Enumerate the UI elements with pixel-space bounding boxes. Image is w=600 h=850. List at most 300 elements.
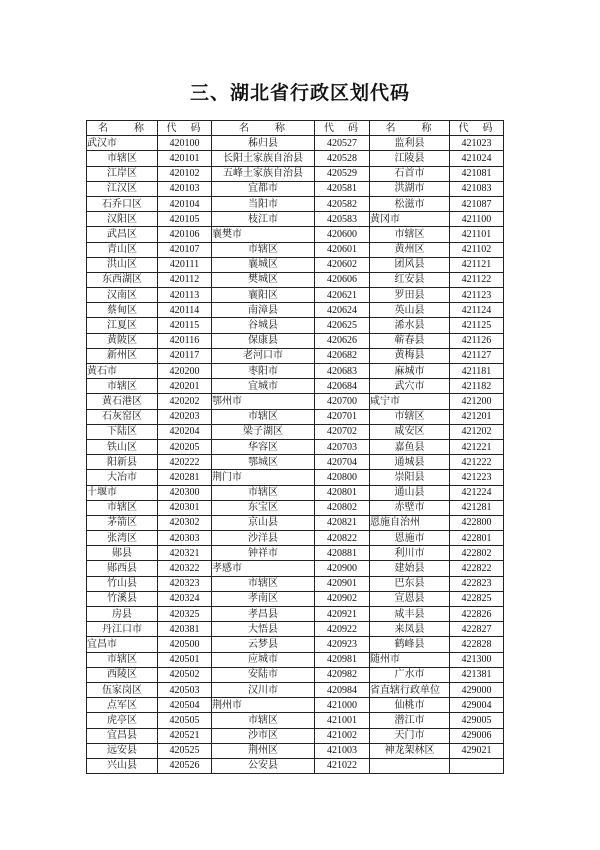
- table-row: [87, 348, 504, 363]
- region-name: 虎亭区: [87, 713, 158, 728]
- region-code: 420801: [315, 485, 370, 500]
- region-name: 恩施市: [370, 531, 450, 546]
- region-name: 蕲春县: [370, 333, 450, 348]
- table-row: [87, 227, 504, 242]
- region-code: 420115: [158, 318, 212, 333]
- table-row: [87, 652, 504, 667]
- region-code: 420117: [158, 348, 212, 363]
- region-code: 420581: [315, 181, 370, 196]
- region-name: 黄石港区: [87, 394, 158, 409]
- region-name: 青山区: [87, 242, 158, 257]
- region-name: 沙洋县: [212, 531, 315, 546]
- region-code: 420101: [158, 151, 212, 166]
- region-code: 421123: [450, 288, 504, 303]
- region-name: 秭归县: [212, 136, 315, 151]
- region-code: 421181: [450, 364, 504, 379]
- region-code: 420300: [158, 485, 212, 500]
- region-code: 429021: [450, 743, 504, 758]
- region-group-name: 恩施自治州: [370, 515, 450, 530]
- region-name: 江夏区: [87, 318, 158, 333]
- region-group-name: 襄樊市: [212, 227, 315, 242]
- region-name: 新州区: [87, 348, 158, 363]
- region-code: 420111: [158, 257, 212, 272]
- region-code: 420901: [315, 576, 370, 591]
- table-row: [87, 409, 504, 424]
- region-code: 420583: [315, 212, 370, 227]
- region-name: 孝南区: [212, 591, 315, 606]
- table-row: [87, 728, 504, 743]
- region-code: 420600: [315, 227, 370, 242]
- table-row: [87, 318, 504, 333]
- region-code: 421223: [450, 470, 504, 485]
- region-code: 420303: [158, 531, 212, 546]
- region-group-name: 鄂州市: [212, 394, 315, 409]
- region-name: 蔡甸区: [87, 303, 158, 318]
- region-name: 宜城市: [212, 379, 315, 394]
- region-name: 仙桃市: [370, 698, 450, 713]
- region-code: 421081: [450, 166, 504, 181]
- region-code: 420322: [158, 561, 212, 576]
- region-code: 421124: [450, 303, 504, 318]
- region-name: 樊城区: [212, 272, 315, 287]
- region-code: 420526: [158, 758, 212, 773]
- region-group-name: 荆州市: [212, 698, 315, 713]
- region-code: 421122: [450, 272, 504, 287]
- region-code: 422802: [450, 546, 504, 561]
- region-code: 420104: [158, 196, 212, 211]
- region-code: 421121: [450, 257, 504, 272]
- region-name: 黄州区: [370, 242, 450, 257]
- table-row: [87, 455, 504, 470]
- region-name: 咸丰县: [370, 607, 450, 622]
- table-row: [87, 364, 504, 379]
- region-name: 阳新县: [87, 455, 158, 470]
- region-code: 422800: [450, 515, 504, 530]
- region-code: 420702: [315, 424, 370, 439]
- region-name: 石乔口区: [87, 196, 158, 211]
- region-name: 伍家岗区: [87, 682, 158, 697]
- table-row: [87, 531, 504, 546]
- region-code: 420624: [315, 303, 370, 318]
- table-row: [87, 212, 504, 227]
- region-name: 监利县: [370, 136, 450, 151]
- region-name: 麻城市: [370, 364, 450, 379]
- region-name: 市辖区: [87, 500, 158, 515]
- region-name: 五峰土家族自治县: [212, 166, 315, 181]
- table-row: [87, 288, 504, 303]
- region-code: 420100: [158, 136, 212, 151]
- region-name: 罗田县: [370, 288, 450, 303]
- region-code: 421127: [450, 348, 504, 363]
- region-code: 421125: [450, 318, 504, 333]
- region-code: 420205: [158, 439, 212, 454]
- region-name: 大冶市: [87, 470, 158, 485]
- region-group-name: 省直辖行政单位: [370, 682, 450, 697]
- region-code: 420502: [158, 667, 212, 682]
- region-code: 420102: [158, 166, 212, 181]
- region-code: 421001: [315, 713, 370, 728]
- region-code: 420202: [158, 394, 212, 409]
- region-code: 420203: [158, 409, 212, 424]
- region-name: 黄陂区: [87, 333, 158, 348]
- region-name: 嘉鱼县: [370, 439, 450, 454]
- table-row: [87, 667, 504, 682]
- region-name: 市辖区: [87, 652, 158, 667]
- table-row: [87, 272, 504, 287]
- region-name: 松滋市: [370, 196, 450, 211]
- table-row: [87, 151, 504, 166]
- region-group-name: 黄冈市: [370, 212, 450, 227]
- region-code: 420525: [158, 743, 212, 758]
- region-name: 鹤峰县: [370, 637, 450, 652]
- region-name: 市辖区: [212, 485, 315, 500]
- region-code: 420902: [315, 591, 370, 606]
- region-group-name: 黄石市: [87, 364, 158, 379]
- table-row: [87, 698, 504, 713]
- region-name: 通城县: [370, 455, 450, 470]
- region-code: 420107: [158, 242, 212, 257]
- region-name: 云梦县: [212, 637, 315, 652]
- region-name: 保康县: [212, 333, 315, 348]
- region-name: 广水市: [370, 667, 450, 682]
- region-name: 当阳市: [212, 196, 315, 211]
- region-code: 421201: [450, 409, 504, 424]
- region-name: 大悟县: [212, 622, 315, 637]
- region-code: 420921: [315, 607, 370, 622]
- region-name: 西陵区: [87, 667, 158, 682]
- table-header-row: [87, 121, 504, 136]
- region-group-name: 宜昌市: [87, 637, 158, 652]
- region-name: 黄梅县: [370, 348, 450, 363]
- header-code-3: 代 码: [450, 121, 504, 136]
- region-code: 429004: [450, 698, 504, 713]
- region-name: 江岸区: [87, 166, 158, 181]
- region-code: 421381: [450, 667, 504, 682]
- region-name: 市辖区: [212, 713, 315, 728]
- table-row: [87, 257, 504, 272]
- region-code: 420505: [158, 713, 212, 728]
- region-code: 420802: [315, 500, 370, 515]
- header-name-2: 名 称: [212, 121, 315, 136]
- region-name: 点军区: [87, 698, 158, 713]
- region-code: 420301: [158, 500, 212, 515]
- region-name: 茅箭区: [87, 515, 158, 530]
- region-code: 420321: [158, 546, 212, 561]
- region-code: 420821: [315, 515, 370, 530]
- region-group-name: 随州市: [370, 652, 450, 667]
- table-row: [87, 743, 504, 758]
- region-name: 长阳土家族自治县: [212, 151, 315, 166]
- region-name: 铁山区: [87, 439, 158, 454]
- table-row: [87, 166, 504, 181]
- region-code: 420701: [315, 409, 370, 424]
- table-row: [87, 242, 504, 257]
- region-code: [450, 758, 504, 773]
- region-code: 420201: [158, 379, 212, 394]
- region-code: 420683: [315, 364, 370, 379]
- region-code: 429000: [450, 682, 504, 697]
- region-name: 枣阳市: [212, 364, 315, 379]
- region-code: 420601: [315, 242, 370, 257]
- table-row: [87, 758, 504, 773]
- region-name: 潜江市: [370, 713, 450, 728]
- region-code: 420112: [158, 272, 212, 287]
- region-code: 421126: [450, 333, 504, 348]
- region-code: 421224: [450, 485, 504, 500]
- header-code-2: 代 码: [315, 121, 370, 136]
- table-row: [87, 470, 504, 485]
- region-name: 武穴市: [370, 379, 450, 394]
- header-name-3: 名 称: [370, 121, 450, 136]
- table-row: [87, 713, 504, 728]
- table-row: [87, 500, 504, 515]
- region-code: 422801: [450, 531, 504, 546]
- region-code: 421002: [315, 728, 370, 743]
- region-code: 422822: [450, 561, 504, 576]
- region-code: 420900: [315, 561, 370, 576]
- region-code: 420381: [158, 622, 212, 637]
- region-name: 宣恩县: [370, 591, 450, 606]
- table-row: [87, 682, 504, 697]
- region-code: 421281: [450, 500, 504, 515]
- region-name: 洪山区: [87, 257, 158, 272]
- region-code: 420700: [315, 394, 370, 409]
- region-name: 安陆市: [212, 667, 315, 682]
- region-name: 石灰窑区: [87, 409, 158, 424]
- region-code: 420822: [315, 531, 370, 546]
- region-group-name: 咸宁市: [370, 394, 450, 409]
- region-name: 崇阳县: [370, 470, 450, 485]
- region-code: 420582: [315, 196, 370, 211]
- region-code: 420324: [158, 591, 212, 606]
- page-title: 三、湖北省行政区划代码: [189, 82, 410, 104]
- region-name: 谷城县: [212, 318, 315, 333]
- region-name: 下陆区: [87, 424, 158, 439]
- region-name: 东西湖区: [87, 272, 158, 287]
- region-code: 420503: [158, 682, 212, 697]
- table-row: [87, 394, 504, 409]
- region-code: 420981: [315, 652, 370, 667]
- region-name: 宜都市: [212, 181, 315, 196]
- region-name: 武昌区: [87, 227, 158, 242]
- region-name: 荆州区: [212, 743, 315, 758]
- region-name: 襄阳区: [212, 288, 315, 303]
- table-row: [87, 379, 504, 394]
- region-name: 郧西县: [87, 561, 158, 576]
- region-code: 420606: [315, 272, 370, 287]
- region-name: 竹山县: [87, 576, 158, 591]
- region-name: 红安县: [370, 272, 450, 287]
- region-code: 421102: [450, 242, 504, 257]
- region-code: 420703: [315, 439, 370, 454]
- region-name: 丹江口市: [87, 622, 158, 637]
- region-name: 南漳县: [212, 303, 315, 318]
- region-code: 422828: [450, 637, 504, 652]
- region-group-name: 武汉市: [87, 136, 158, 151]
- region-name: 天门市: [370, 728, 450, 743]
- region-code: 420621: [315, 288, 370, 303]
- region-code: 422826: [450, 607, 504, 622]
- region-name: 竹溪县: [87, 591, 158, 606]
- region-code: 420528: [315, 151, 370, 166]
- region-name: 赤壁市: [370, 500, 450, 515]
- region-code: 420521: [158, 728, 212, 743]
- region-name: 市辖区: [212, 242, 315, 257]
- table-row: [87, 181, 504, 196]
- region-code: 420922: [315, 622, 370, 637]
- region-name: 宜昌县: [87, 728, 158, 743]
- table-row: [87, 136, 504, 151]
- region-code: 421202: [450, 424, 504, 439]
- region-name: 市辖区: [370, 409, 450, 424]
- region-name: 远安县: [87, 743, 158, 758]
- region-code: 420103: [158, 181, 212, 196]
- region-name: 京山县: [212, 515, 315, 530]
- region-code: 420923: [315, 637, 370, 652]
- table-row: [87, 607, 504, 622]
- region-group-name: 荆门市: [212, 470, 315, 485]
- region-name: 鄂城区: [212, 455, 315, 470]
- region-code: 421200: [450, 394, 504, 409]
- region-code: 420105: [158, 212, 212, 227]
- region-name: 市辖区: [212, 576, 315, 591]
- region-name: 沙市区: [212, 728, 315, 743]
- region-name: 兴山县: [87, 758, 158, 773]
- table-row: [87, 576, 504, 591]
- region-name: 钟祥市: [212, 546, 315, 561]
- table-row: [87, 637, 504, 652]
- region-name: 应城市: [212, 652, 315, 667]
- region-code: 421023: [450, 136, 504, 151]
- region-name: 利川市: [370, 546, 450, 561]
- table-row: [87, 561, 504, 576]
- region-name: 公安县: [212, 758, 315, 773]
- region-code: 421182: [450, 379, 504, 394]
- region-name: 来凤县: [370, 622, 450, 637]
- region-name: 石首市: [370, 166, 450, 181]
- region-code: 420106: [158, 227, 212, 242]
- region-code: 420682: [315, 348, 370, 363]
- region-code: 421003: [315, 743, 370, 758]
- region-name: 张湾区: [87, 531, 158, 546]
- region-code: 420602: [315, 257, 370, 272]
- region-name: 神龙架林区: [370, 743, 450, 758]
- table-row: [87, 333, 504, 348]
- table-row: [87, 303, 504, 318]
- region-code: 420204: [158, 424, 212, 439]
- region-code: 420200: [158, 364, 212, 379]
- region-name: 梁子湖区: [212, 424, 315, 439]
- region-name: 襄城区: [212, 257, 315, 272]
- region-name: 咸安区: [370, 424, 450, 439]
- header-name-1: 名 称: [87, 121, 158, 136]
- table-row: [87, 622, 504, 637]
- region-name: 汉南区: [87, 288, 158, 303]
- table-row: [87, 439, 504, 454]
- region-code: 422823: [450, 576, 504, 591]
- region-name: 市辖区: [212, 409, 315, 424]
- region-code: 420222: [158, 455, 212, 470]
- region-code: 420625: [315, 318, 370, 333]
- region-name: 房县: [87, 607, 158, 622]
- region-name: 通山县: [370, 485, 450, 500]
- region-code: 420529: [315, 166, 370, 181]
- region-code: 420113: [158, 288, 212, 303]
- region-code: 421087: [450, 196, 504, 211]
- region-code: 420116: [158, 333, 212, 348]
- region-name: 枝江市: [212, 212, 315, 227]
- region-code: 420626: [315, 333, 370, 348]
- region-code: 422827: [450, 622, 504, 637]
- region-code: 421222: [450, 455, 504, 470]
- region-name: 老河口市: [212, 348, 315, 363]
- region-name: 东宝区: [212, 500, 315, 515]
- region-code: 421300: [450, 652, 504, 667]
- region-code: 420881: [315, 546, 370, 561]
- region-code: 422825: [450, 591, 504, 606]
- region-name: 英山县: [370, 303, 450, 318]
- header-code-1: 代 码: [158, 121, 212, 136]
- region-name: 巴东县: [370, 576, 450, 591]
- table-row: [87, 546, 504, 561]
- region-name: 洪湖市: [370, 181, 450, 196]
- region-code: 420500: [158, 637, 212, 652]
- table-row: [87, 196, 504, 211]
- region-name: 江陵县: [370, 151, 450, 166]
- region-code: 420982: [315, 667, 370, 682]
- region-code: 421000: [315, 698, 370, 713]
- region-code: 421024: [450, 151, 504, 166]
- region-code: 421221: [450, 439, 504, 454]
- table-row: [87, 591, 504, 606]
- region-name: 汉川市: [212, 682, 315, 697]
- region-code: 420281: [158, 470, 212, 485]
- region-code: 420684: [315, 379, 370, 394]
- region-code: 420302: [158, 515, 212, 530]
- region-code: 420800: [315, 470, 370, 485]
- region-code: 420527: [315, 136, 370, 151]
- region-code: 421101: [450, 227, 504, 242]
- table-row: [87, 424, 504, 439]
- division-code-table: [86, 120, 504, 774]
- region-name: 江汉区: [87, 181, 158, 196]
- region-name: 市辖区: [87, 379, 158, 394]
- region-code: 420984: [315, 682, 370, 697]
- region-name: 郧县: [87, 546, 158, 561]
- region-name: 市辖区: [87, 151, 158, 166]
- region-name: [370, 758, 450, 773]
- region-code: 420704: [315, 455, 370, 470]
- region-name: 团风县: [370, 257, 450, 272]
- region-group-name: 孝感市: [212, 561, 315, 576]
- region-code: 421022: [315, 758, 370, 773]
- region-code: 429005: [450, 713, 504, 728]
- region-code: 420325: [158, 607, 212, 622]
- table-row: [87, 515, 504, 530]
- region-code: 420501: [158, 652, 212, 667]
- region-code: 429006: [450, 728, 504, 743]
- region-group-name: 十堰市: [87, 485, 158, 500]
- region-code: 420114: [158, 303, 212, 318]
- table-row: [87, 485, 504, 500]
- region-code: 420323: [158, 576, 212, 591]
- region-name: 华容区: [212, 439, 315, 454]
- region-name: 孝昌县: [212, 607, 315, 622]
- region-name: 汉阳区: [87, 212, 158, 227]
- region-code: 421100: [450, 212, 504, 227]
- region-name: 浠水县: [370, 318, 450, 333]
- region-code: 421083: [450, 181, 504, 196]
